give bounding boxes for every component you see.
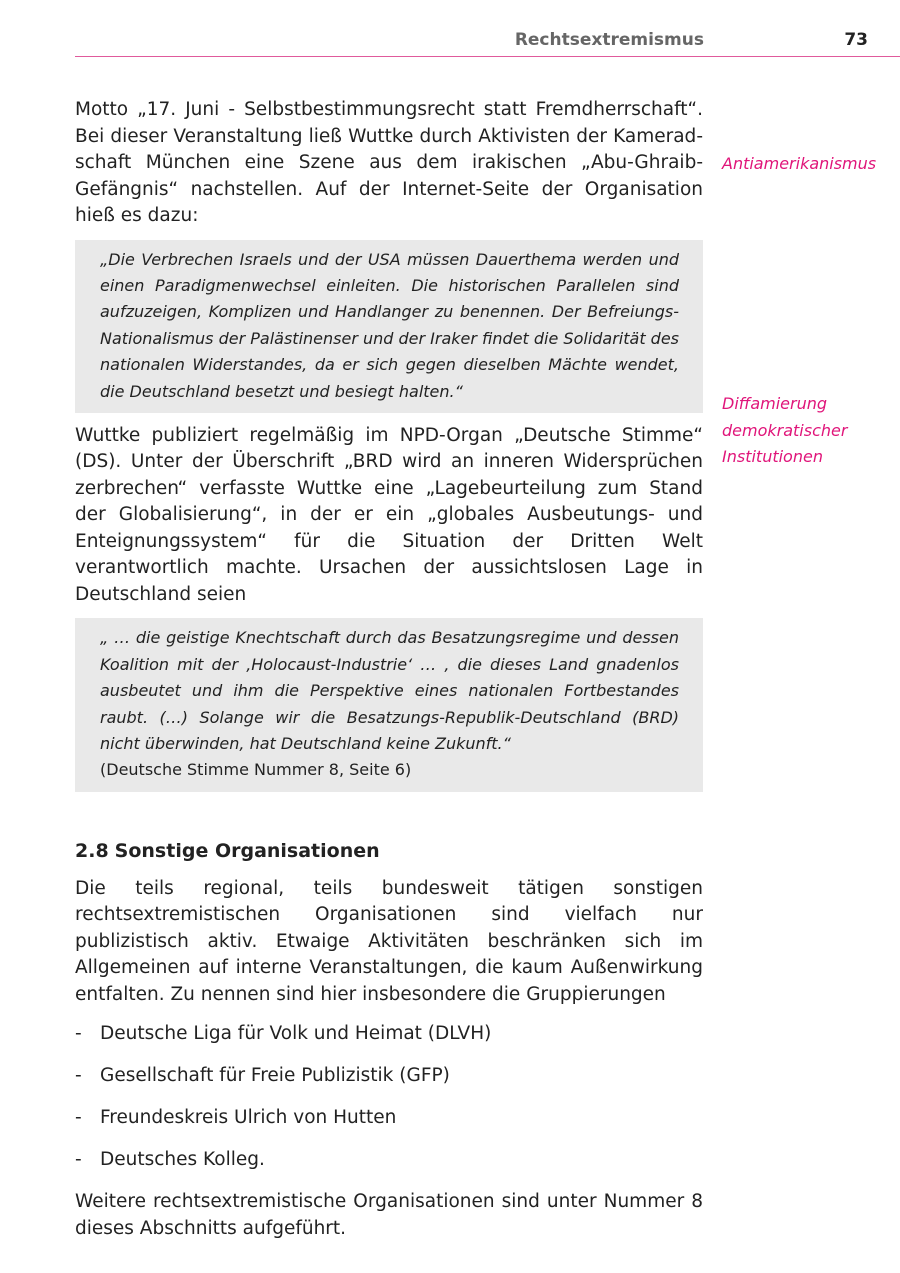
- quote-text: „ … die geistige Knechtschaft durch das Besatzungsregime und dessen Koalition mit der ‚Holocaust-Industrie‘ … , die dieses Land gnadenlos ausbeutet und ihm die Perspektive eines nationalen Fortbestandes raubt. (…) Solange wir die Besatzungs-Republik-Deutschland (BRD) nicht überwinden, hat Deutschland keine Zukunft.“: [100, 628, 679, 754]
- list-marker: -: [75, 1023, 82, 1045]
- list-item: [75, 1105, 703, 1132]
- quote-text: „Die Verbrechen Israels und der USA müssen Dauerthema werden und einen Paradigmenwechsel einleiten. Die historischen Parallelen sind aufzuzeigen, Komplizen und Handlanger zu benennen. Der Befreiungs-Nationalismus der Palästinenser und der Iraker findet die Solidarität des nationalen Widerstandes, da er sich gegen dieselben Mächte wendet, die Deutschland besetzt und besiegt halten.“: [100, 249, 680, 401]
- quote-block: [75, 240, 703, 413]
- list-item: [75, 1147, 703, 1174]
- list-item-text: Gesellschaft für Freie Publizistik (GFP): [100, 1065, 450, 1087]
- list-item-text: Deutsches Kolleg.: [100, 1149, 265, 1171]
- page-number: 73: [844, 30, 868, 50]
- list-item: [75, 1021, 703, 1048]
- main-column: [75, 97, 703, 1242]
- margin-note-line: demokratischer: [722, 420, 848, 440]
- list-marker: -: [75, 1149, 82, 1171]
- section-number: 2.8: [75, 839, 109, 862]
- paragraph-closing: Weitere rechtsextremistische Organisationen sind unter Nummer 8 dieses Abschnitts aufgeführt.: [75, 1191, 703, 1239]
- paragraph-organisations: Die teils regional, teils bundesweit tätigen sonstigen rechtsextremistischen Organisationen sind vielfach nur publizistisch aktiv. Etwaige Aktivitäten beschränken sich im Allgemeinen auf interne Veranstaltungen, die kaum Außenwirkung entfalten. Zu nennen sind hier insbesondere die Gruppierungen: [75, 877, 703, 1005]
- list-marker: -: [75, 1107, 82, 1129]
- paragraph-wuttke: Wuttke publiziert regelmäßig im NPD-Organ „Deutsche Stimme“ (DS). Unter der Überschrift „BRD wird an inneren Widersprüchen zerbrechen“ verfasste Wuttke eine „Lagebeurteilung zum Stand der Globalisierung“, in der er ein „globales Ausbeutungs- und Enteignungssystem“ für die Situation der Dritten Welt verantwortlich machte. Ursachen der aussichtslosen Lage in Deutschland seien: [75, 424, 703, 605]
- margin-note-diffamierung: [722, 391, 847, 471]
- header-rule: [75, 56, 900, 57]
- organisation-list: [75, 1021, 703, 1174]
- quote-block: [75, 618, 703, 791]
- list-item-text: Freundeskreis Ulrich von Hutten: [100, 1107, 397, 1129]
- margin-note-antiamerikanismus: Antiamerikanismus: [722, 154, 877, 173]
- quote-source: (Deutsche Stimme Nummer 8, Seite 6): [100, 760, 412, 780]
- running-title: Rechtsextremismus: [514, 30, 704, 50]
- list-item-text: Deutsche Liga für Volk und Heimat (DLVH): [100, 1023, 492, 1045]
- section-heading: [75, 838, 703, 864]
- margin-note-line: Diffamierung: [722, 394, 828, 413]
- margin-note-line: Institutionen: [722, 447, 823, 466]
- section-title: Sonstige Organisationen: [114, 839, 380, 862]
- list-item: [75, 1063, 703, 1090]
- list-marker: -: [75, 1065, 82, 1087]
- paragraph-intro: Motto „17. Juni - Selbstbestimmungsrecht statt Fremdherrschaft“. Bei dieser Veranstaltung ließ Wuttke durch Aktivisten der Kameradschaft München eine Szene aus dem irakischen „Abu-Ghraib-Gefängnis“ nachstellen. Auf der Internet-Seite der Organisation hieß es dazu:: [75, 99, 703, 226]
